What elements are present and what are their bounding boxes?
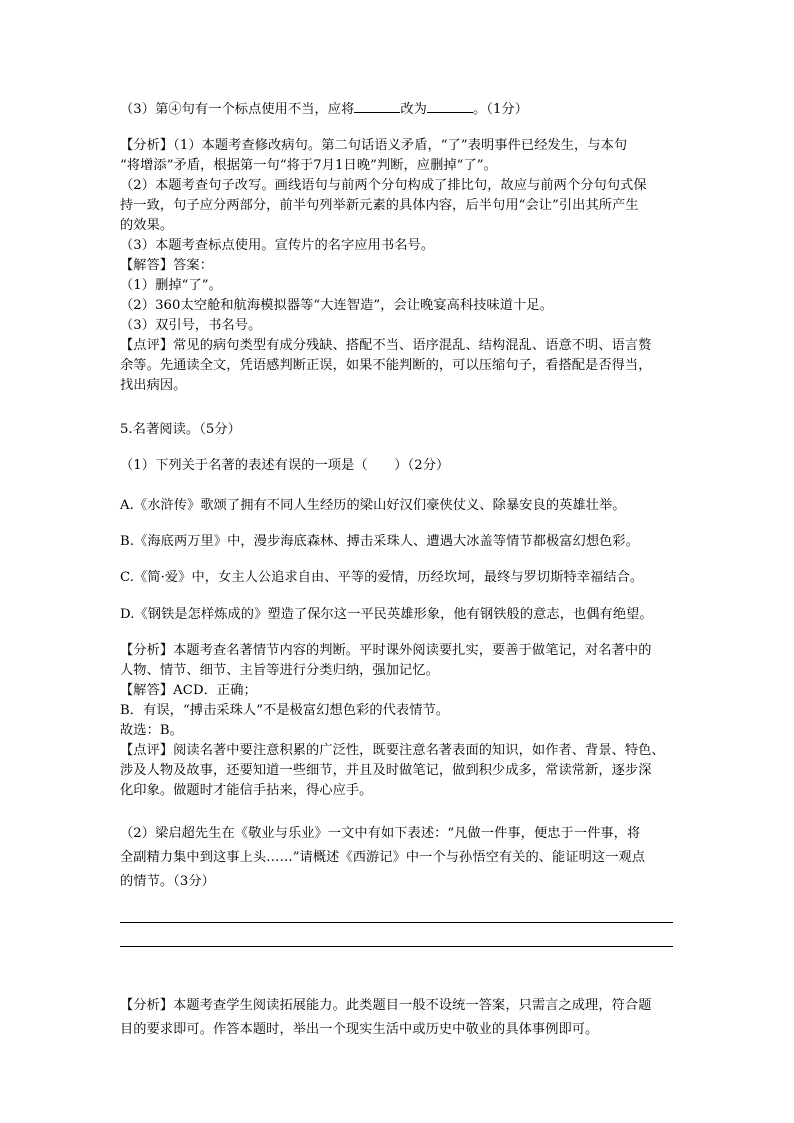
text-line: 找出病因。 [120, 378, 187, 393]
question-3-line [120, 100, 676, 120]
question-5-sub2 [120, 822, 676, 894]
question-5-sub1 [120, 456, 676, 476]
answer-line-1 [120, 922, 673, 923]
text-line: （2）梁启超先生在《敬业与乐业》一文中有如下表述：“凡做一件事，便忠于一件事，将 [120, 826, 641, 841]
answer-line-2 [120, 946, 673, 947]
option-a [120, 496, 676, 516]
option-text: A.《水浒传》歌颂了拥有不同人生经历的梁山好汉们豪侠仗义、除暴安良的英雄壮举。 [120, 498, 626, 513]
text-line: “将增添”矛盾，根据第一句“将于7月1日晚”判断，应删掉“了”。 [120, 158, 497, 173]
answer-blank-2 [427, 100, 473, 113]
option-c [120, 568, 676, 588]
text-line: 涉及人物及故事，还要知道一些细节，并且及时做笔记，做到积少成多，常读常新，逐步深 [120, 763, 652, 778]
text-line: （2）360太空舱和航海模拟器等“大连智造”，会让晚宴高科技味道十足。 [120, 298, 553, 313]
text-line: （3）本题考查标点使用。宣传片的名字应用书名号。 [120, 238, 435, 253]
text-line: 【解答】ACD．正确； [120, 683, 257, 698]
answer-blank-1 [354, 100, 400, 113]
text-line: （2）本题考查句子改写。画线语句与前两个分句构成了排比句，故应与前两个分句句式保 [120, 178, 647, 193]
option-d [120, 605, 676, 625]
analysis-section-3 [120, 994, 676, 1042]
text-line: 的情节。（3分） [120, 874, 215, 889]
text-line: 【分析】本题考查名著情节内容的判断。平时课外阅读要扎实，要善于做笔记，对名著中的 [120, 643, 652, 658]
option-b [120, 532, 676, 552]
section-heading: 5.名著阅读。（5分） [120, 422, 241, 437]
option-text: B.《海底两万里》中，漫步海底森林、搏击采珠人、遭遇大冰盖等情节都极富幻想色彩。 [120, 534, 640, 549]
question-5-title [120, 420, 676, 440]
text-line: 的效果。 [120, 218, 174, 233]
q3-text-1: （3）第④句有一个标点使用不当，应将 [120, 102, 355, 117]
text-line: 目的要求即可。作答本题时，举出一个现实生活中或历史中敬业的具体事例即可。 [120, 1022, 599, 1037]
text-line: 人物、情节、细节、主旨等进行分类归纳，强加记忆。 [120, 663, 439, 678]
option-text: D.《钢铁是怎样炼成的》塑造了保尔这一平民英雄形象，他有钢铁般的意志，也偶有绝望。 [120, 607, 653, 622]
q3-text-3: 。（1分） [472, 102, 529, 117]
option-text: C.《简·爱》中，女主人公追求自由、平等的爱情，历经坎坷，最终与罗切斯特幸福结合。 [120, 570, 644, 585]
text-line: 【点评】常见的病句类型有成分残缺、搭配不当、语序混乱、结构混乱、语意不明、语言赘 [120, 338, 652, 353]
text-line: 全副精力集中到这事上头……”请概述《西游记》中一个与孙悟空有关的、能证明这一观点 [120, 850, 646, 865]
question-text: （1）下列关于名著的表述有误的一项是（ ）（2分） [120, 458, 450, 473]
analysis-section-1 [120, 136, 676, 396]
text-line: 【分析】（1）本题考查修改病句。第二句话语义矛盾，“了”表明事件已经发生，与本句 [120, 138, 628, 153]
text-line: 故选：B。 [120, 723, 183, 738]
text-line: （1）删掉“了”。 [120, 278, 222, 293]
text-line: 余等。先通读全文，凭语感判断正误，如果不能判断的，可以压缩句子，看搭配是否得当， [120, 358, 652, 373]
text-line: 【解答】答案： [120, 258, 214, 273]
q3-text-2: 改为 [400, 102, 427, 117]
text-line: 持一致，句子应分两部分，前半句列举新元素的具体内容，后半句用“会让”引出其所产生 [120, 198, 639, 213]
text-line: （3）双引号，书名号。 [120, 318, 262, 333]
text-line: B．有误，“搏击采珠人”不是极富幻想色彩的代表情节。 [120, 703, 450, 718]
text-line: 【点评】阅读名著中要注意积累的广泛性，既要注意名著表面的知识，如作者、背景、特色、 [120, 743, 665, 758]
text-line: 化印象。做题时才能信手拈来，得心应手。 [120, 783, 373, 798]
analysis-section-2 [120, 641, 676, 801]
text-line: 【分析】本题考查学生阅读拓展能力。此类题目一般不设统一答案，只需言之成理，符合题 [120, 998, 652, 1013]
